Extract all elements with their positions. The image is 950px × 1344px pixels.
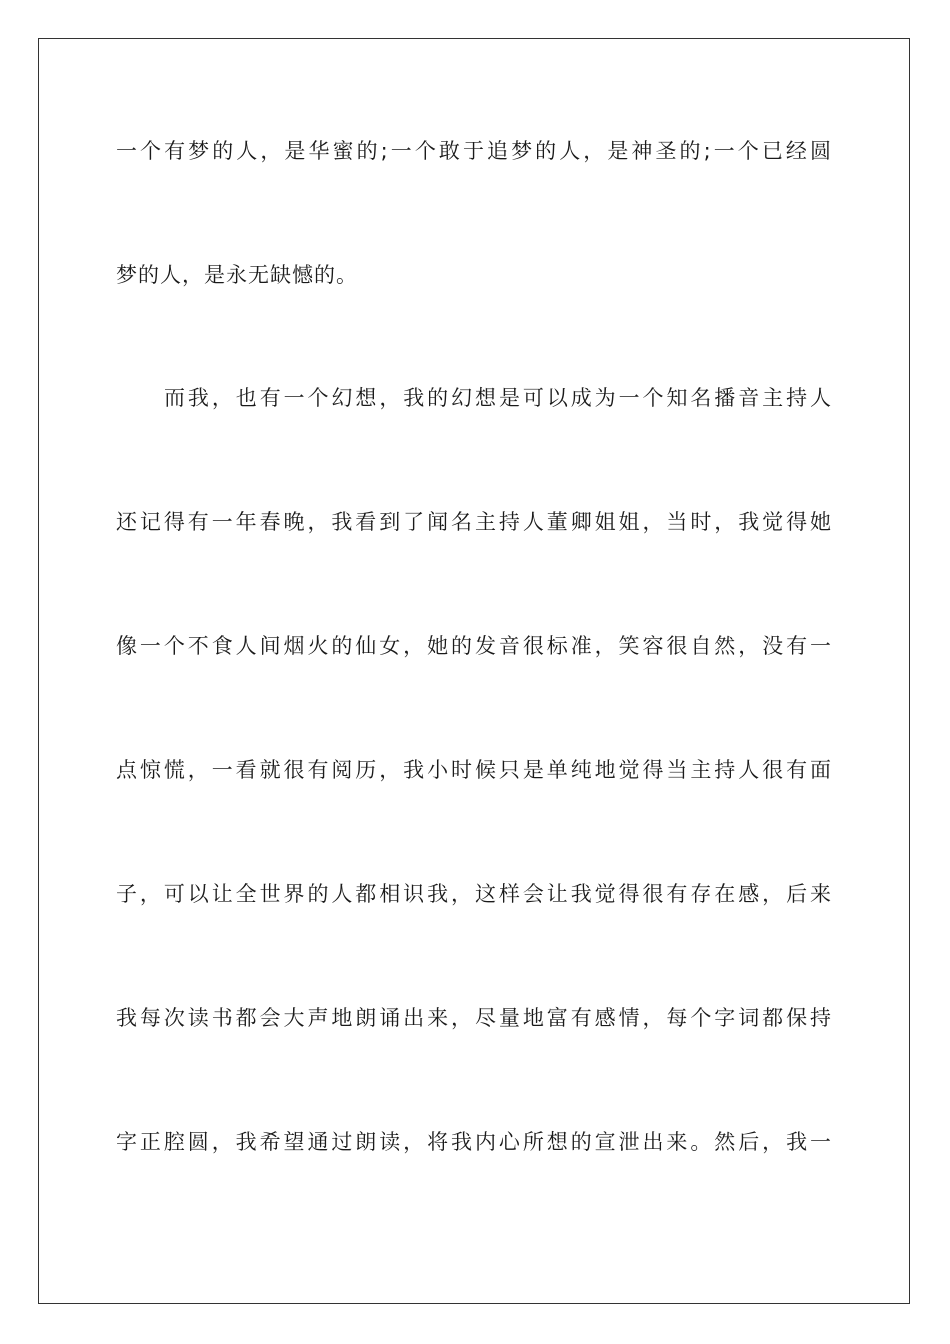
text-line-6: 点惊慌，一看就很有阅历，我小时候只是单纯地觉得当主持人很有面 (116, 758, 832, 782)
text-line-4: 还记得有一年春晚，我看到了闻名主持人董卿姐姐，当时，我觉得她 (116, 510, 832, 534)
text-line-5: 像一个不食人间烟火的仙女，她的发音很标准，笑容很自然，没有一 (116, 634, 832, 658)
text-line-7: 子，可以让全世界的人都相识我，这样会让我觉得很有存在感，后来 (116, 882, 832, 906)
text-line-3: 而我，也有一个幻想，我的幻想是可以成为一个知名播音主持人 (164, 386, 832, 410)
text-line-2: 梦的人，是永无缺憾的。 (116, 263, 358, 287)
text-line-1: 一个有梦的人，是华蜜的;一个敢于追梦的人，是神圣的;一个已经圆 (116, 139, 832, 163)
text-line-9: 字正腔圆，我希望通过朗读，将我内心所想的宣泄出来。然后，我一 (116, 1130, 832, 1154)
text-line-8: 我每次读书都会大声地朗诵出来，尽量地富有感情，每个字词都保持 (116, 1006, 832, 1030)
page-border (38, 38, 910, 1304)
